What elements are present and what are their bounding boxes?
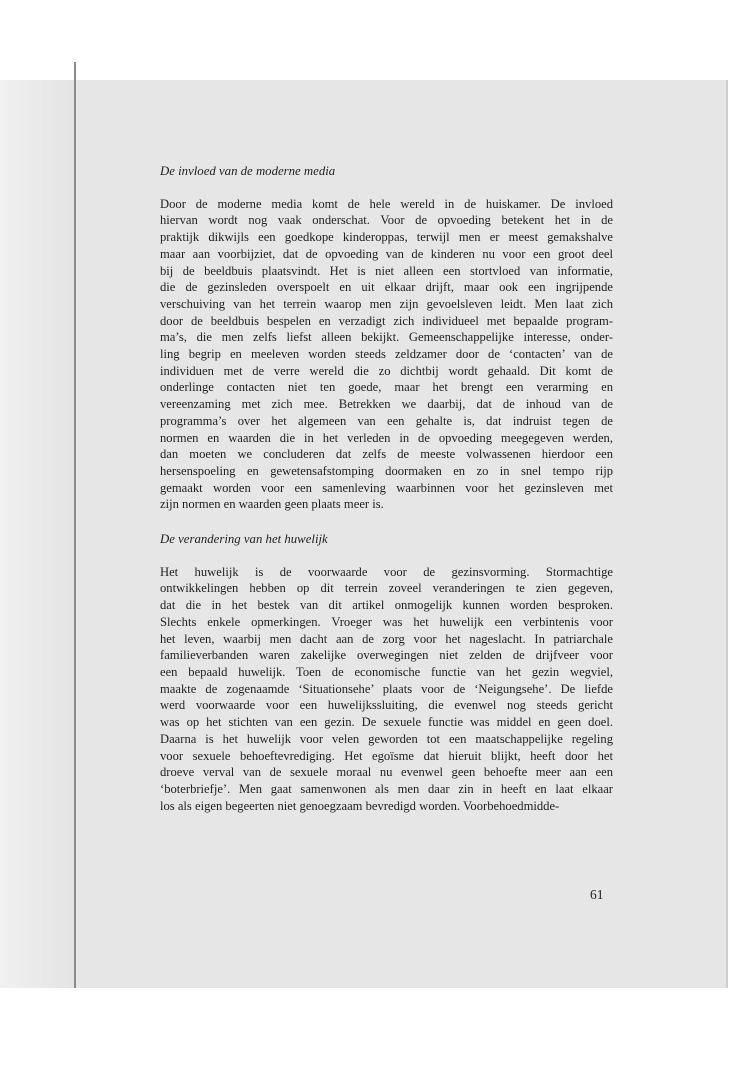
text-line: ontwikkelingen hebben op dit terrein zoveel veranderingen te zien gegeven, — [160, 581, 613, 596]
paragraph-media — [160, 196, 613, 513]
text-line: een bepaald huwelijk. Toen de economische functie van het gezin wegviel, — [160, 664, 613, 679]
text-line: ma’s, die men zelfs liefst alleen bekijkt. Gemeenschappelijke interesse, onder- — [160, 330, 613, 345]
binding-line — [74, 62, 76, 988]
text-line: bij de beeldbuis plaatsvindt. Het is niet alleen een stortvloed van informatie, — [160, 263, 613, 278]
text-line: hersenspoeling en gewetensafstomping doormaken en zo in snel tempo rijp — [160, 463, 613, 478]
section-heading-marriage: De verandering van het huwelijk — [160, 532, 328, 547]
text-line: programma’s over het algemeen van een gehalte is, dat indruist tegen de — [160, 413, 613, 428]
text-line: droeve verval van de sexuele moraal nu evenwel geen behoefte meer aan een — [160, 765, 613, 780]
text-line: ‘boterbriefje’. Men gaat samenwonen als men daar zin in heeft en laat elkaar — [160, 781, 613, 796]
text-line: Het huwelijk is de voorwaarde voor de gezinsvorming. Stormachtige — [160, 564, 613, 579]
text-line: ling begrip en meeleven worden steeds zeldzamer door de ‘contacten’ van de — [160, 347, 613, 362]
text-line: familieverbanden waren zakelijke overwegingen niet zelden de drijfveer voor — [160, 648, 613, 663]
text-line: zijn normen en waarden geen plaats meer is. — [160, 497, 384, 512]
text-line: maar aan voorbijziet, dat de opvoeding van de kinderen nu voor een groot deel — [160, 246, 613, 261]
text-line: los als eigen begeerten niet genoegzaam bevredigd worden. Voorbehoedmidde- — [160, 798, 560, 813]
text-line: die de gezinsleden overspoelt en uit elkaar drijft, maar ook een ingrijpende — [160, 280, 613, 295]
text-line: vereenzaming met zich mee. Betrekken we daarbij, dat de inhoud van de — [160, 397, 613, 412]
text-line: door de beeldbuis bespelen en verzadigt zich individueel met bepaalde program- — [160, 313, 613, 328]
text-line: Slechts enkele opmerkingen. Vroeger was het huwelijk een verbintenis voor — [160, 614, 613, 629]
text-line: voor sexuele behoeftevrediging. Het egoïsme dat hieruit blijkt, heeft door het — [160, 748, 613, 763]
text-line: verschuiving van het terrein waarop men zijn gevoelsleven leidt. Men laat zich — [160, 296, 613, 311]
page-number: 61 — [590, 887, 604, 902]
page-right-edge — [726, 80, 728, 988]
text-line: dat die in het bestek van dit artikel onmogelijk kunnen worden besproken. — [160, 598, 613, 613]
text-line: normen en waarden die in het verleden in de opvoeding meegegeven werden, — [160, 430, 613, 445]
text-line: onderlinge contacten niet ten goede, maar het brengt een verarming en — [160, 380, 613, 395]
page-text — [160, 163, 613, 832]
text-line: het leven, waarbij men dacht aan de zorg voor het nageslacht. In patriarchale — [160, 631, 613, 646]
text-line: maakte de zogenaamde ‘Situationsehe’ plaats voor de ‘Neigungsehe’. De liefde — [160, 681, 613, 696]
text-line: Daarna is het huwelijk voor velen geworden tot een maatschappelijke regeling — [160, 731, 613, 746]
section-heading-media: De invloed van de moderne media — [160, 164, 336, 178]
text-line: praktijk dikwijls een goedkope kinderoppas, terwijl men er meest gemakshalve — [160, 230, 613, 245]
text-line: Door de moderne media komt de hele wereld in de huiskamer. De invloed — [160, 196, 613, 211]
text-line: was op het stichten van een gezin. De sexuele functie was middel en geen doel. — [160, 715, 613, 730]
gutter-shade — [0, 80, 74, 988]
text-line: werd voorwaarde voor een huwelijkssluiting, die evenwel nog steeds gericht — [160, 698, 613, 713]
text-line: hiervan wordt nog vaak onderschat. Voor de opvoeding betekent het in de — [160, 213, 613, 228]
text-line: gemaakt worden voor een samenleving waarbinnen voor het gezinsleven met — [160, 480, 613, 495]
paragraph-marriage — [160, 564, 613, 815]
text-line: dan moeten we concluderen dat zelfs de meeste volwassenen hierdoor een — [160, 447, 613, 462]
text-line: individuen met de verre wereld die zo dichtbij wordt gehaald. Dit komt de — [160, 363, 613, 378]
